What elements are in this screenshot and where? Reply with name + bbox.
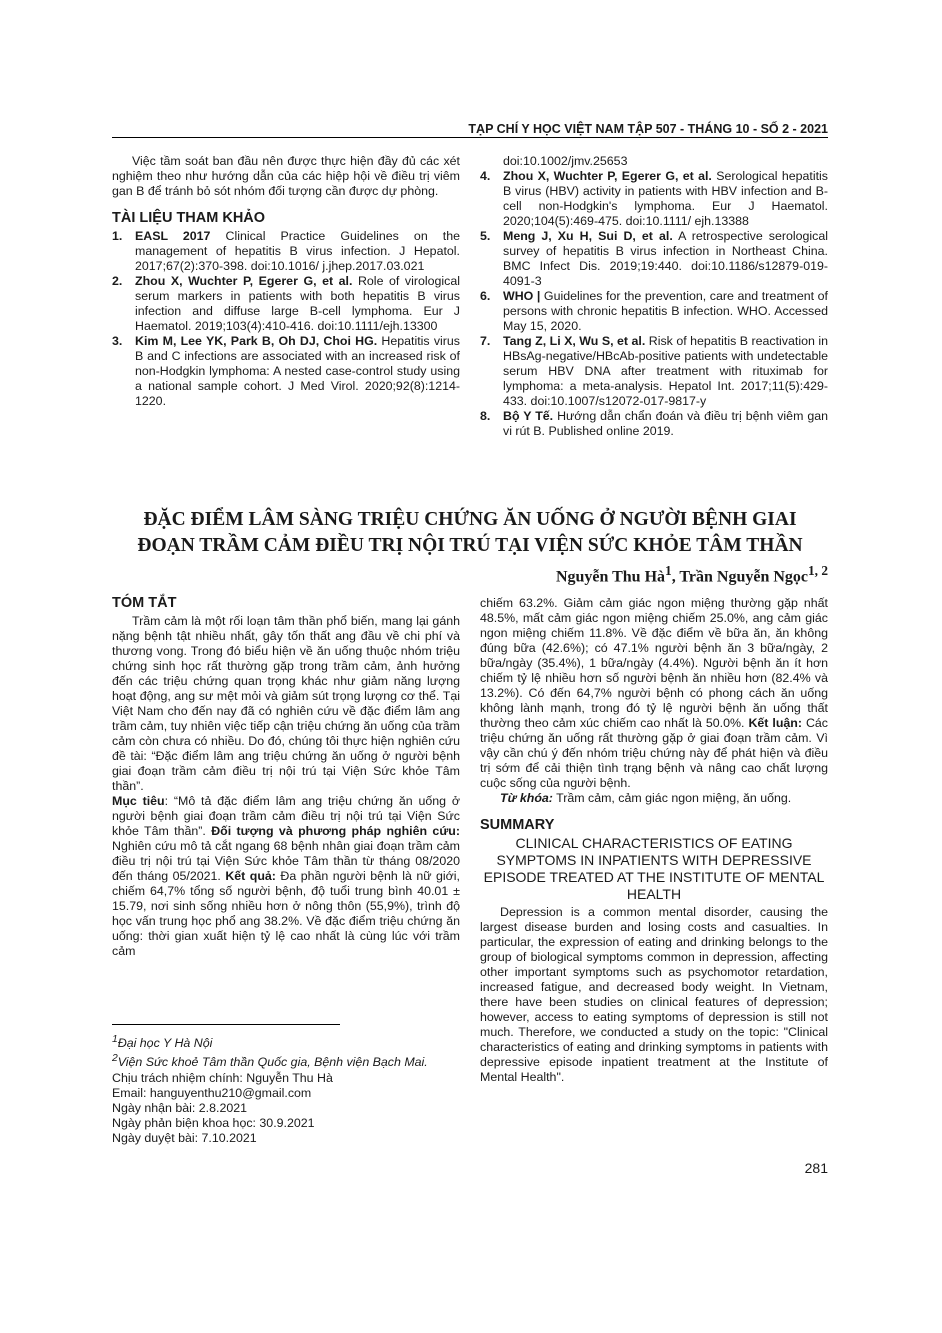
reference-number: 2. — [112, 274, 123, 288]
date-accepted: Ngày duyệt bài: 7.10.2021 — [112, 1131, 257, 1146]
objective-label: Mục tiêu — [112, 794, 165, 808]
reference-text: A retrospective serological survey of hepatitis B virus infection in Northeast China. BMC Infect Dis. 2019;19:440. doi:10.1186/s12879-019-4091-3 — [503, 229, 828, 288]
corresponding-email: Email: hanguyenthu210@gmail.com — [112, 1085, 312, 1100]
conclusion-text: Các triệu chứng ăn uống rất thường gặp ở giai đoạn trầm cảm. Vì vậy cần chú ý đến nhóm triệu chứng này để phát hiện và điều trị sớm để cải thiện tình trạng bệnh và nâng cao chất lượng cuộc sống của người bệnh. — [480, 716, 828, 790]
reference-item — [112, 334, 460, 409]
corresponding-author: Chịu trách nhiệm chính: Nguyễn Thu Hà — [112, 1070, 333, 1085]
abstract-paragraph — [112, 794, 460, 959]
reference-item — [480, 169, 828, 229]
prev-article-left-column — [112, 154, 460, 409]
reference-authors: EASL 2017 — [135, 229, 211, 243]
results-text: Đa phần người bệnh là nữ giới, chiếm 64,7% tổng số người bệnh, độ tuổi trung bình 40.01 ± 15.79, nơi sinh sống nhiều hơn ở nông thôn (55,9%), trình độ học vấn trung học phổ ang 38.2%. Về đặc điểm triệu chứng ăn uống: thời gian xuất hiện tỷ lệ cao nhất là cùng lúc với trầm cảm — [112, 869, 460, 958]
date-received: Ngày nhận bài: 2.8.2021 — [112, 1101, 248, 1116]
reference-item — [480, 334, 828, 409]
article-title-line: ĐOẠN TRẦM CẢM ĐIỀU TRỊ NỘI TRÚ TẠI VIỆN SỨC KHỎE TÂM THẦN — [137, 535, 803, 556]
reference-text: Serological hepatitis B virus (HBV) activity in patients with HBV infection and B-cell non-Hodgkin's lymphoma. Eur J Haematol. 2020;104(5):469-475. doi:10.1111/ ejh.13388 — [503, 169, 828, 228]
keywords-label: Từ khóa: — [500, 791, 553, 805]
summary-title: CLINICAL CHARACTERISTICS OF EATING SYMPTOMS IN INPATIENTS WITH DEPRESSIVE EPISODE TREATED AT THE INSTITUTE OF MENTAL HEALTH — [483, 835, 825, 902]
reference-text: Hepatitis virus B and C infections are associated with an increased risk of non-Hodgkin lymphoma: A nested case-control study using a national sample cohort. J Med Virol. 2020;92(8):1214-1220. — [135, 334, 460, 408]
running-head: TẠP CHÍ Y HỌC VIỆT NAM TẬP 507 - THÁNG 10 - SỐ 2 - 2021 — [468, 122, 828, 136]
affiliation-mark: 2 — [112, 1053, 118, 1065]
footnotes — [112, 1032, 460, 1147]
references-list-right — [480, 169, 828, 439]
reference-number: 8. — [480, 409, 491, 423]
keywords-line — [480, 791, 828, 806]
reference-continuation: doi:10.1002/jmv.25653 — [503, 154, 628, 168]
header-rule — [112, 137, 828, 138]
reference-item — [480, 409, 828, 439]
reference-item — [112, 274, 460, 334]
reference-number: 1. — [112, 229, 123, 243]
affiliation-text: Đại học Y Hà Nội — [117, 1036, 213, 1051]
keywords-text: Trầm cảm, cảm giác ngon miệng, ăn uống. — [552, 791, 792, 805]
reference-number: 7. — [480, 334, 491, 348]
methods-text: Nghiên cứu mô tả cắt ngang 68 bệnh nhân giai đoạn trầm cảm điều trị nội trú tại Viện Sức khỏe Tâm thần từ tháng 08/2020 đến tháng 05/2021. — [112, 839, 460, 883]
results-label: Kết quả: — [225, 869, 276, 883]
conclusion-label: Kết luận: — [748, 716, 802, 730]
objective-text: : “Mô tả đặc điểm lâm ang triệu chứng ăn uống ở người bệnh giai đoạn trầm cảm điều trị nội trú tại Viện Sức khỏe Tâm thần”. — [112, 794, 460, 838]
reference-number: 4. — [480, 169, 491, 183]
references-heading: TÀI LIỆU THAM KHẢO — [112, 210, 266, 226]
reference-authors: Bộ Y Tế. — [503, 409, 554, 423]
prev-article-right-column — [480, 154, 828, 439]
reference-text: Hướng dẫn chẩn đoán và điều trị bệnh viêm gan vi rút B. Published online 2019. — [503, 409, 828, 438]
reference-item — [480, 229, 828, 289]
reference-item — [480, 289, 828, 334]
abstract-right-column — [480, 596, 828, 1085]
affiliation-1 — [112, 1032, 460, 1051]
reference-authors: Tang Z, Li X, Wu S, et al. — [503, 334, 646, 348]
reference-number: 6. — [480, 289, 491, 303]
methods-label: Đối tượng và phương pháp nghiên cứu: — [211, 824, 460, 838]
results-text: chiếm 63.2%. Giảm cảm giác ngon miệng thường gặp nhất 48.5%, mất cảm giác ngon miệng chiếm 25.0%, ang cảm giác ngon miệng chiếm 11.8%. Về đặc điểm về bữa ăn, ăn không đúng bữa (42.6%); có 47.1% người bệnh ăn 3 bữa/ngày, 2 bữa/ngày (35.4%), 1 bữa/ngày (4.4%). Người bệnh ăn ít hơn chiếm tỷ lệ nhiều hơn số người bệnh ăn nhiều hơn (82.4% và 13.2%). Có đến 64,7% người bệnh có phong cách ăn uống không lành mạnh, trong đó tỷ lệ người bệnh ăn uống thất thường theo cảm xúc chiếm cao nhất là 50.0%. — [480, 596, 828, 730]
author-affiliation-mark: 1, 2 — [808, 563, 828, 578]
prev-article-conclusion: Việc tầm soát ban đầu nên được thực hiện đầy đủ các xét nghiệm theo như hướng dẫn của các hiệp hội về điều trị viêm gan B để tránh bỏ sót nhóm đối tượng cần được dự phòng. — [112, 154, 460, 198]
reference-number: 3. — [112, 334, 123, 348]
reference-text: Role of virological serum markers in patients with both hepatitis B virus infection and diffuse large B-cell lymphoma. Eur J Haematol. 2019;103(4):410-416. doi:10.1111/ejh.13300 — [135, 274, 460, 333]
author-separator: , — [671, 568, 680, 586]
author-name: Trần Nguyễn Ngọc — [679, 568, 808, 586]
article-title — [112, 507, 828, 559]
references-list-left — [112, 229, 460, 409]
page-number: 281 — [804, 1160, 828, 1176]
article-title-line: ĐẶC ĐIỂM LÂM SÀNG TRIỆU CHỨNG ĂN UỐNG Ở NGƯỜI BỆNH GIAI — [143, 509, 797, 530]
reference-item — [112, 229, 460, 274]
affiliation-2 — [112, 1051, 460, 1070]
reference-number: 5. — [480, 229, 491, 243]
footnote-rule — [112, 1024, 340, 1025]
reference-text: Guidelines for the prevention, care and treatment of persons with chronic hepatitis B infection. WHO. Accessed May 15, 2020. — [503, 289, 828, 333]
abstract-paragraph — [112, 614, 460, 794]
date-reviewed: Ngày phản biện khoa học: 30.9.2021 — [112, 1116, 315, 1131]
affiliation-text: Viện Sức khoẻ Tâm thần Quốc gia, Bệnh viện Bạch Mai. — [117, 1055, 428, 1070]
reference-authors: WHO | — [503, 289, 541, 303]
affiliation-mark: 1 — [112, 1034, 118, 1045]
author-name: Nguyễn Thu Hà — [555, 568, 666, 586]
abstract-heading: TÓM TẮT — [112, 595, 177, 611]
reference-text: Clinical Practice Guidelines on the management of hepatitis B virus infection. J Hepatol. 2017;67(2):370-398. doi:10.1016/ j.jhep.2017.03.021 — [135, 229, 460, 273]
reference-authors: Meng J, Xu H, Sui D, et al. — [503, 229, 673, 243]
author-affiliation-mark: 1 — [665, 563, 672, 578]
article-authors — [112, 563, 828, 586]
abstract-vi-left-column — [112, 596, 460, 959]
summary-paragraph: Depression is a common mental disorder, causing the largest disease burden and losing costs and casualties. In particular, the expression of eating and drinking belongs to the group of biological symptoms common in depression, affecting other important symptoms such as psychomotor retardation, increased fatigue, and decreased body weight. In Vietnam, there have been studies on clinical features of depression; however, access to eating symptoms of depression is still not much. Therefore, we conducted a study on the topic: "Clinical characteristics of eating and drinking symptoms in patients with depressive episode inpatient treatment at the Institute of Mental Health". — [480, 905, 828, 1084]
reference-text: Risk of hepatitis B reactivation in HBsAg-negative/HBcAb-positive patients with undetectable serum HBV DNA after treatment with rituximab for lymphoma: a meta-analysis. Hepatol Int. 2017;11(5):429-433. doi:10.1007/s12072-017-9817-y — [503, 334, 828, 408]
summary-heading: SUMMARY — [480, 817, 555, 833]
reference-authors: Kim M, Lee YK, Park B, Oh DJ, Choi HG. — [135, 334, 378, 348]
abstract-intro: Trầm cảm là một rối loạn tâm thần phổ biến, mang lại gánh nặng bệnh tật nhiều nhất, gây tốn thất ang đầu về chi phí và thương vong. Trong đó biểu hiện về ăn uống thuộc nhóm triệu chứng sinh học rất thường gặp trong trầm cảm, ảnh hưởng đến các triệu chứng quan trọng khác như giảm năng lượng hoạt động, ang sư mệt mỏi và giảm sút trọng lượng cơ thể. Tại Việt Nam cho đến nay đã có nghiên cứu về đặc điểm lâm ang trầm cảm, tuy nhiên việc tiếp cận triệu chứng ăn uống của trầm cảm còn chưa có nhiều. Do đó, chúng tôi thực hiện nghiên cứu đề tài: “Đặc điểm lâm ang triệu chứng ăn uống ở người bệnh giai đoạn trầm cảm điều trị nội trú tại Viện Sức khỏe Tâm thần”. — [112, 614, 460, 793]
abstract-paragraph — [480, 596, 828, 791]
reference-authors: Zhou X, Wuchter P, Egerer G, et al. — [503, 169, 712, 183]
reference-authors: Zhou X, Wuchter P, Egerer G, et al. — [135, 274, 353, 288]
